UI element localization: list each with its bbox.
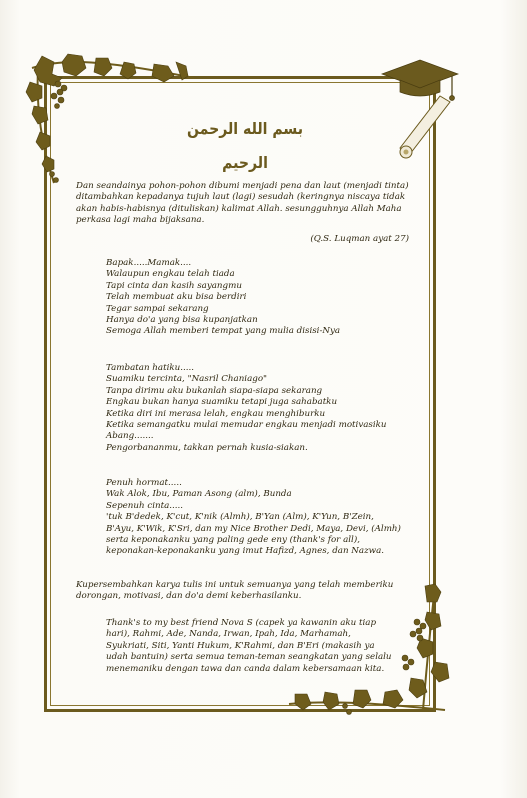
family-line: Wak Alok, Ibu, Paman Asong (alm), Bunda [106, 489, 292, 500]
parents-line: Walaupun engkau telah tiada [106, 269, 235, 280]
husband-line: Suamiku tercinta, "Nasril Chaniago" [106, 374, 268, 385]
husband-line: Engkau bukan hanya suamiku tetapi juga sahabatku [106, 397, 338, 408]
parents-line: Tegar sampai sekarang [106, 303, 209, 314]
parents-line: Semoga Allah memberi tempat yang mulia disisi-Nya [106, 326, 341, 337]
husband-line: Tanpa dirimu aku bukanlah siapa-siapa sekarang [106, 385, 323, 396]
dedication-line: Kupersembahkan karya tulis ini untuk semuanya yang telah memberiku [76, 580, 394, 590]
parents-dedication [106, 258, 340, 338]
friends-line: Syukriati, Siti, Yanti Hukum, K'Rahmi, dan B'Eri (makasih ya [106, 640, 375, 651]
husband-dedication [106, 363, 387, 454]
family-line: keponakan-keponakanku yang imut Hafizd, Agnes, dan Nazwa. [106, 546, 385, 557]
family-line: B'Ayu, K'Wik, K'Sri, dan my Nice Brother Dedi, Maya, Devi, (Almh) [106, 523, 401, 534]
family-line: Penuh hormat..... [106, 478, 182, 488]
grape-vine-bottom-right-icon [285, 582, 455, 722]
family-line: 'tuk B'dedek, K'cut, K'nik (Almh), B'Yan (Alm), K'Yun, B'Zein, [106, 512, 374, 523]
family-line: serta keponakanku yang paling gede eny (thank's for all), [106, 535, 360, 546]
friends-line: Thank's to my best friend Nova S (capek ya kawanin aku tiap [106, 618, 377, 628]
husband-line: Ketika diri ini merasa lelah, engkau menghiburku [106, 408, 326, 419]
parents-line: Bapak.....Mamak.... [106, 258, 192, 268]
parents-line: Tapi cinta dan kasih sayangmu [106, 280, 242, 291]
quote-line: perkasa lagi maha bijaksana. [76, 215, 205, 226]
parents-line: Telah membuat aku bisa berdiri [106, 292, 247, 303]
family-line: Sepenuh cinta..... [106, 500, 184, 511]
diploma-scroll-icon [400, 96, 450, 158]
quote-citation: (Q.S. Luqman ayat 27) [310, 234, 409, 244]
quote-line: Dan seandainya pohon-pohon dibumi menjadi pena dan laut (menjadi tinta) [76, 181, 409, 191]
husband-line: Tambatan hatiku..... [106, 363, 195, 373]
friends-line: hari), Rahmi, Ade, Nanda, Irwan, Ipah, Ida, Marhamah, [106, 629, 351, 640]
graduation-cap-icon [380, 56, 460, 166]
quote-line: akan habis-habisnya (dituliskan) kalimat Allah. sesungguhnya Allah Maha [76, 203, 402, 214]
husband-line: Ketika semangatku mulai memudar engkau menjadi motivasiku [106, 420, 387, 431]
dedication-line: dorongan, motivasi, dan do'a demi keberhasilanku. [76, 591, 302, 602]
friends-line: menemaniku dengan tawa dan canda dalam kebersamaan kita. [106, 663, 385, 674]
bismillah-calligraphy: بسم الله الرحمن الرحيم [187, 119, 303, 172]
quran-quote [76, 181, 415, 227]
family-dedication [106, 478, 412, 558]
grape-vine-top-left-icon [24, 48, 199, 188]
friends-line: udah bantuin) serta semua teman-teman seangkatan yang selalu [106, 652, 392, 663]
quote-line: ditambahkan kepadanya tujuh laut (lagi) sesudah (keringnya niscaya tidak [76, 192, 406, 203]
husband-line: Pengorbananmu, takkan pernah kusia-siakan. [106, 442, 308, 453]
husband-line: Abang....... [106, 431, 154, 442]
parents-line: Hanya do'a yang bisa kupanjatkan [106, 315, 258, 326]
